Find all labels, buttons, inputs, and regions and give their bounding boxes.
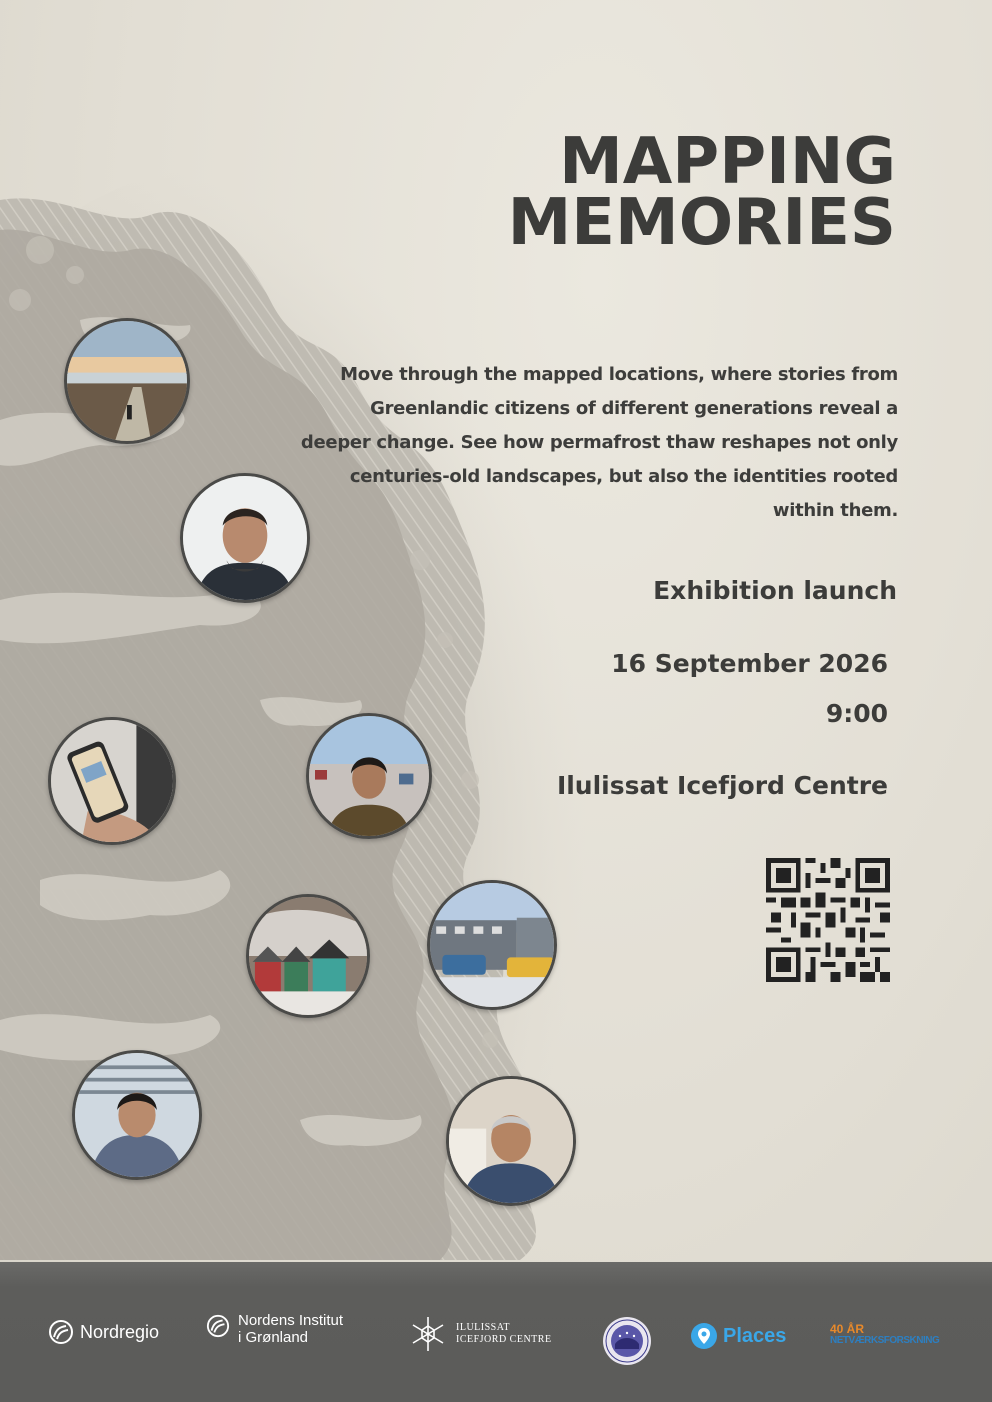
footer-logo-bar — [0, 1262, 992, 1402]
photo-colorful-houses — [246, 894, 370, 1018]
qr-code[interactable] — [766, 858, 890, 982]
photo-buses-street — [427, 880, 557, 1010]
nordens-institut-logo[interactable] — [206, 1312, 343, 1346]
anniversary-line-1: 40 ÅR — [830, 1322, 865, 1336]
photo-phone-app — [48, 717, 176, 845]
snowflake-icon — [408, 1314, 448, 1354]
nordregio-logo[interactable] — [48, 1319, 159, 1345]
nordens-institut-line-1: Nordens Institut — [238, 1312, 344, 1329]
title-line-2: MEMORIES — [507, 186, 896, 260]
photo-young-woman — [72, 1050, 202, 1180]
title-line-1: MAPPING — [559, 125, 896, 199]
places-logo[interactable] — [690, 1322, 786, 1350]
photo-person-parka — [180, 473, 310, 603]
nordregio-label: Nordregio — [80, 1321, 160, 1342]
anniversary-line-2: NETVÆRKSFORSKNING — [830, 1335, 940, 1346]
event-label: Exhibition launch — [653, 576, 897, 605]
icefjord-centre-logo[interactable] — [408, 1314, 552, 1354]
location-pin-icon — [690, 1322, 718, 1350]
places-label: Places — [723, 1324, 787, 1347]
nordregio-icon — [48, 1319, 74, 1345]
event-date: 16 September 2026 — [611, 649, 888, 678]
anniversary-logo[interactable] — [830, 1324, 939, 1346]
nordens-institut-icon — [206, 1314, 230, 1338]
photo-woman-town — [306, 713, 432, 839]
poster-title — [507, 125, 896, 260]
seal-icon — [602, 1316, 652, 1366]
university-seal-logo[interactable] — [602, 1316, 652, 1366]
photo-elder-man — [446, 1076, 576, 1206]
event-venue: Ilulissat Icefjord Centre — [556, 771, 888, 800]
icefjord-line-2: ICEFJORD CENTRE — [456, 1334, 552, 1345]
photo-coastal-path — [64, 318, 190, 444]
description: Move through the mapped locations, where stories from Greenlandic citizens of different generations reveal a deeper change. See how permafrost thaw reshapes not only centuries-old landscapes, but also the identities rooted within them. — [300, 364, 898, 521]
nordens-institut-line-2: i Grønland — [238, 1329, 309, 1346]
icefjord-line-1: ILULISSAT — [456, 1322, 510, 1333]
event-time: 9:00 — [825, 699, 888, 728]
